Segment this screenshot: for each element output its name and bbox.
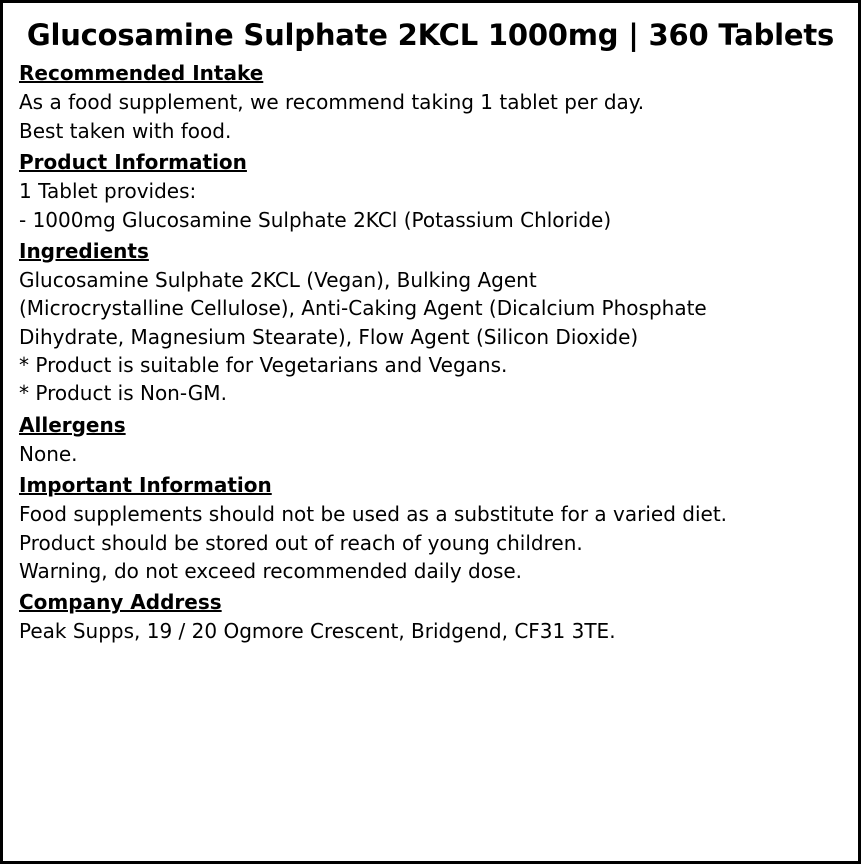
section-line: Dihydrate, Magnesium Stearate), Flow Agent (Silicon Dioxide) xyxy=(19,324,639,349)
section-important-information xyxy=(19,472,842,585)
section-heading: Product Information xyxy=(19,150,247,175)
section-line: * Product is suitable for Vegetarians and Vegans. xyxy=(19,353,508,378)
section-heading: Recommended Intake xyxy=(19,61,264,86)
section-line: 1 Tablet provides: xyxy=(19,179,197,204)
section-line: Product should be stored out of reach of young children. xyxy=(19,530,583,555)
section-line: None. xyxy=(19,441,78,466)
section-line: As a food supplement, we recommend taking 1 tablet per day. xyxy=(19,90,645,115)
section-allergens xyxy=(19,412,842,468)
section-heading: Ingredients xyxy=(19,238,149,263)
section-ingredients xyxy=(19,238,842,408)
section-company-address xyxy=(19,589,842,645)
section-recommended-intake xyxy=(19,60,842,145)
section-line: - 1000mg Glucosamine Sulphate 2KCl (Potassium Chloride) xyxy=(19,207,612,232)
section-line: Food supplements should not be used as a substitute for a varied diet. xyxy=(19,502,728,527)
section-line: Glucosamine Sulphate 2KCL (Vegan), Bulking Agent xyxy=(19,267,537,292)
section-line: Best taken with food. xyxy=(19,118,232,143)
section-heading: Company Address xyxy=(19,590,222,615)
section-heading: Allergens xyxy=(19,412,126,437)
page-title: Glucosamine Sulphate 2KCL 1000mg | 360 Tablets xyxy=(26,18,835,52)
section-line: (Microcrystalline Cellulose), Anti-Caking Agent (Dicalcium Phosphate xyxy=(19,296,707,321)
section-line: Warning, do not exceed recommended daily dose. xyxy=(19,559,523,584)
section-heading: Important Information xyxy=(19,473,272,498)
section-product-information xyxy=(19,149,842,234)
section-line: * Product is Non-GM. xyxy=(19,381,227,406)
section-line: Peak Supps, 19 / 20 Ogmore Crescent, Bridgend, CF31 3TE. xyxy=(19,619,616,644)
